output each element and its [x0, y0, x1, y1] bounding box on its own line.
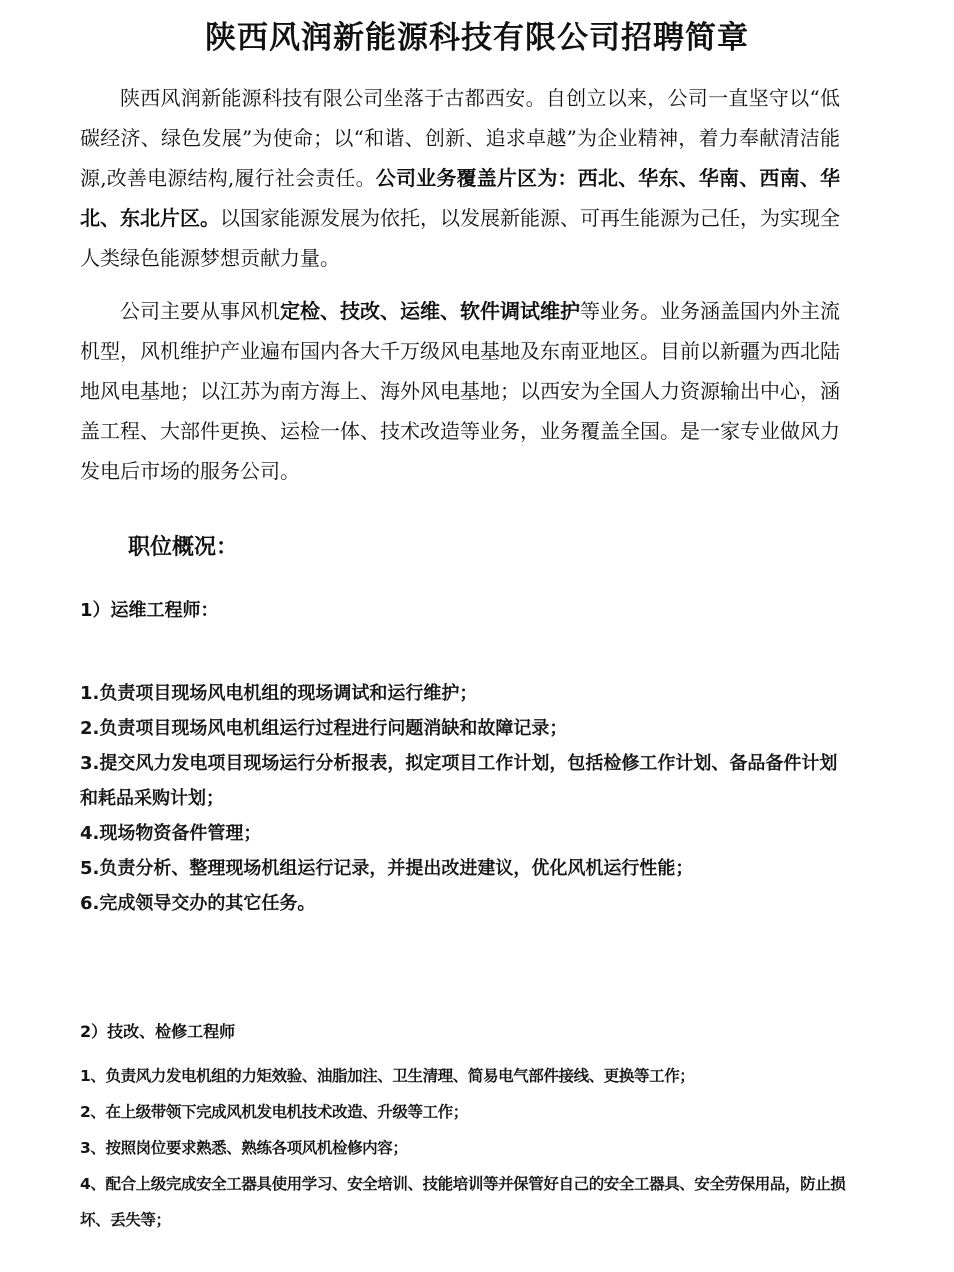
duty-item: 4.现场物资备件管理； — [80, 823, 262, 844]
intro-text-1c: 以国家能源发展为依托，以发展新能源、可再生能源为己任，为实现全人类绿色能源梦想贡献力量。 — [80, 206, 840, 270]
positions-heading: 职位概况： — [128, 535, 239, 560]
duty-item: 5.负责分析、整理现场机组运行记录，并提出改进建议，优化风机运行性能； — [80, 858, 694, 879]
document-title: 陕西风润新能源科技有限公司招聘简章 — [205, 20, 749, 56]
intro-coverage-regions: 公司业务覆盖片区为：西北、华东、华南、西南、华北、东北片区。 — [80, 166, 840, 230]
duty-item: 2.负责项目现场风电机组运行过程进行问题消缺和故障记录； — [80, 718, 568, 739]
duty-item: 2、在上级带领下完成风机发电机技术改造、升级等工作； — [80, 1103, 468, 1121]
intro-paragraph-2 — [80, 291, 840, 491]
intro-text-2a: 公司主要从事风机 — [120, 299, 280, 323]
duty-item: 3、按照岗位要求熟悉、熟练各项风机检修内容； — [80, 1139, 408, 1157]
job-title-ops-engineer: 1）运维工程师： — [80, 600, 219, 621]
duty-item: 1.负责项目现场风电机组的现场调试和运行维护； — [80, 683, 478, 704]
ops-engineer-duties — [80, 676, 850, 921]
intro-text-1a: 陕西风润新能源科技有限公司坐落于古都西安。自创立以来，公司一直坚守以“低碳经济、绿色发展”为使命；以“和谐、创新、追求卓越”为企业精神，着力奉献清洁能源,改善电源结构,履行社会责任。 — [80, 86, 840, 190]
duty-item: 4、配合上级完成安全工器具使用学习、安全培训、技能培训等并保管好自己的安全工器具、安全劳保用品，防止损坏、丢失等； — [80, 1175, 846, 1229]
duty-item: 1、负责风力发电机组的力矩效验、油脂加注、卫生清理、简易电气部件接线、更换等工作； — [80, 1067, 695, 1085]
duty-item: 3.提交风力发电项目现场运行分析报表，拟定项目工作计划，包括检修工作计划、备品备件计划和耗品采购计划； — [80, 753, 838, 809]
intro-main-services: 定检、技改、运维、软件调试维护 — [280, 299, 580, 323]
intro-paragraph-1 — [80, 78, 840, 278]
job-title-maintenance-engineer: 2）技改、检修工程师 — [80, 1022, 236, 1041]
intro-text-2c: 等业务。业务涵盖国内外主流机型，风机维护产业遍布国内各大千万级风电基地及东南亚地区。目前以新疆为西北陆地风电基地；以江苏为南方海上、海外风电基地；以西安为全国人力资源输出中心，涵盖工程、大部件更换、运检一体、技术改造等业务，业务覆盖全国。是一家专业做风力发电后市场的服务公司。 — [80, 299, 840, 483]
maintenance-engineer-duties — [80, 1058, 850, 1238]
duty-item: 6.完成领导交办的其它任务。 — [80, 893, 316, 914]
